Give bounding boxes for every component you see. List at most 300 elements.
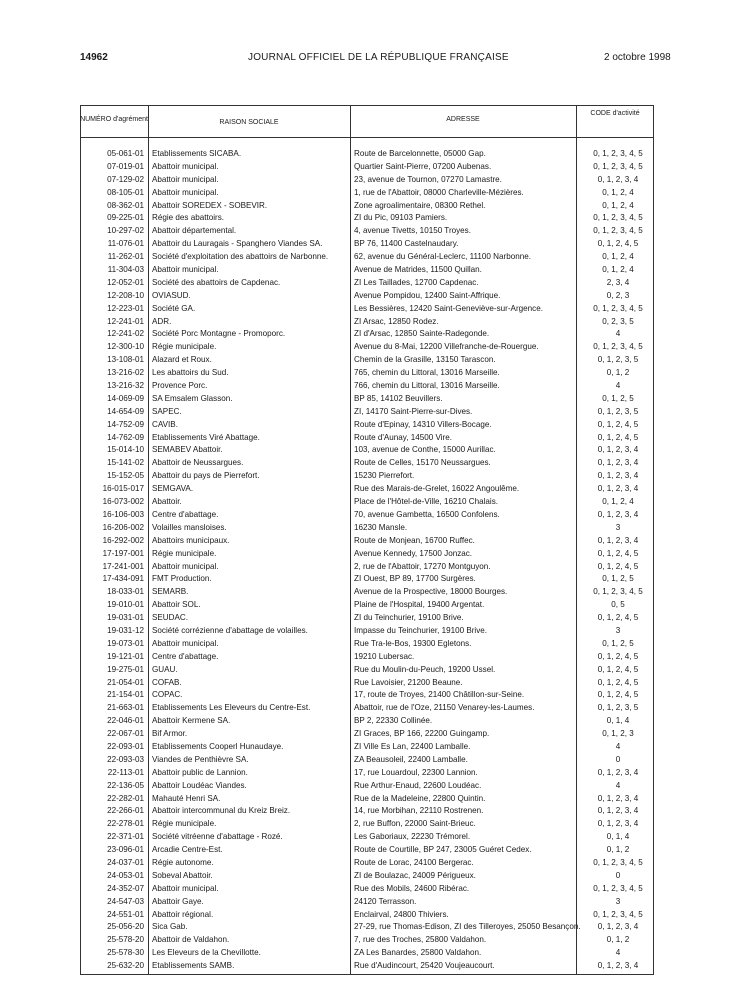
address: 1, rue de l'Abattoir, 08000 Charleville-Mézières.: [354, 187, 524, 197]
address: 15230 Pierrefort.: [354, 471, 415, 481]
table-row: [80, 433, 654, 446]
raison-sociale: Etablissements Les Eleveurs du Centre-Est.: [152, 703, 311, 713]
activity-code: 0, 1, 2, 3, 4: [597, 961, 639, 971]
activity-code: 0, 1, 2, 4: [602, 252, 634, 262]
address: 16230 Mansle.: [354, 522, 408, 532]
raison-sociale: Alazard et Roux.: [152, 355, 212, 365]
raison-sociale: Abattoir de Valdahon.: [152, 935, 230, 945]
table-row: [80, 678, 654, 691]
address: Quartier Saint-Pierre, 07200 Aubenas.: [354, 161, 492, 171]
table-row: [80, 948, 654, 961]
activity-code: 0, 1, 2, 3, 4: [597, 471, 639, 481]
table-row: [80, 213, 654, 226]
address: 766, chemin du Littoral, 13016 Marseille.: [354, 381, 500, 391]
activity-code: 0, 1, 2, 3, 4, 5: [593, 213, 643, 223]
raison-sociale: Etablissements Viré Abattage.: [152, 432, 260, 442]
address: Place de l'Hôtel-de-Ville, 16210 Chalais.: [354, 497, 499, 507]
agreement-number: 14-069-09: [107, 393, 144, 403]
table-row: [80, 201, 654, 214]
address: Abattoir, rue de l'Oze, 21150 Venarey-les-Laumes.: [354, 703, 535, 713]
table-row: [80, 523, 654, 536]
publication-date: 2 octobre 1998: [604, 52, 671, 63]
raison-sociale: Sobeval Abattoir.: [152, 870, 213, 880]
table-row: [80, 871, 654, 884]
agreement-number: 22-371-01: [107, 832, 144, 842]
table-row: [80, 458, 654, 471]
address: Rue des Marais-de-Grelet, 16022 Angoulême.: [354, 484, 520, 494]
table-row: [80, 420, 654, 433]
agreement-number: 12-223-01: [107, 303, 144, 313]
activity-code: 0, 1, 2, 4, 5: [597, 239, 639, 249]
activity-code: 4: [615, 381, 621, 391]
raison-sociale: Abattoir Kermene SA.: [152, 716, 231, 726]
agreement-number: 22-266-01: [107, 806, 144, 816]
agreement-number: 22-067-01: [107, 729, 144, 739]
agreement-number: 16-106-003: [102, 509, 144, 519]
raison-sociale: Abattoir SOREDEX - SOBEVIR.: [152, 200, 268, 210]
column-header-adresse: ADRESSE: [446, 116, 480, 123]
table-row: [80, 278, 654, 291]
table-row: [80, 484, 654, 497]
address: 14, rue Morbihan, 22110 Rostrenen.: [354, 806, 484, 816]
agreement-number: 25-578-20: [107, 935, 144, 945]
table-row: [80, 562, 654, 575]
address: Route d'Epinay, 14310 Villers-Bocage.: [354, 419, 492, 429]
table-body: [80, 149, 654, 974]
agreement-number: 19-073-01: [107, 638, 144, 648]
activity-code: 0, 1, 2, 4, 5: [597, 677, 639, 687]
raison-sociale: Abattoir public de Lannion.: [152, 767, 248, 777]
table-row: [80, 665, 654, 678]
column-header-numero: NUMÉRO d'agrément: [80, 116, 148, 123]
address: ZA Beausoleil, 22400 Lamballe.: [354, 754, 468, 764]
raison-sociale: Abattoir du Lauragais - Spanghero Viandes SA.: [152, 239, 323, 249]
activity-code: 0, 1, 2, 3, 5: [597, 406, 639, 416]
table-row: [80, 922, 654, 935]
agreement-number: 09-225-01: [107, 213, 144, 223]
table-row: [80, 368, 654, 381]
raison-sociale: Abattoirs municipaux.: [152, 535, 230, 545]
table-row: [80, 652, 654, 665]
address: ZI Ville Es Lan, 22400 Lamballe.: [354, 741, 471, 751]
raison-sociale: ADR.: [152, 316, 172, 326]
table-row: [80, 536, 654, 549]
table-row: [80, 291, 654, 304]
activity-code: 0, 1, 2, 4, 5: [597, 651, 639, 661]
activity-code: 0, 1, 2, 3, 4: [597, 484, 639, 494]
activity-code: 0, 1, 2, 3, 4, 5: [593, 226, 643, 236]
agreement-number: 08-105-01: [107, 187, 144, 197]
raison-sociale: CAVIB.: [152, 419, 178, 429]
activity-code: 0, 1, 2, 3, 4: [597, 922, 639, 932]
activity-code: 0, 1, 2, 5: [602, 393, 634, 403]
activity-code: 0, 1, 2, 3, 5: [597, 703, 639, 713]
raison-sociale: Abattoir municipal.: [152, 187, 219, 197]
table-row: [80, 265, 654, 278]
activity-code: 0, 1, 2, 4: [602, 497, 634, 507]
raison-sociale: Société Porc Montagne - Promoporc.: [152, 329, 286, 339]
activity-code: 0, 1, 2, 4, 5: [597, 432, 639, 442]
table-row: [80, 239, 654, 252]
activity-code: 0, 1, 2, 4, 5: [597, 419, 639, 429]
address: 70, avenue Gambetta, 16500 Confolens.: [354, 509, 500, 519]
agreement-number: 22-136-05: [107, 780, 144, 790]
raison-sociale: Les Eleveurs de la Chevillotte.: [152, 948, 261, 958]
activity-code: 0: [615, 870, 621, 880]
table-row: [80, 819, 654, 832]
activity-code: 2, 3, 4: [606, 277, 630, 287]
raison-sociale: Société corrézienne d'abattage de volailles.: [152, 625, 308, 635]
activity-code: 0, 1, 2, 4, 5: [597, 561, 639, 571]
agreement-number: 16-292-002: [102, 535, 144, 545]
table-row: [80, 961, 654, 974]
raison-sociale: Abattoir régional.: [152, 909, 214, 919]
activity-code: 0, 1, 2, 4: [602, 187, 634, 197]
agreement-number: 17-241-001: [102, 561, 144, 571]
address: BP 2, 22330 Collinée.: [354, 716, 433, 726]
raison-sociale: Centre d'abattage.: [152, 651, 219, 661]
agreement-number: 13-216-32: [107, 381, 144, 391]
activity-code: 4: [615, 948, 621, 958]
raison-sociale: SAPEC.: [152, 406, 182, 416]
table-row: [80, 317, 654, 330]
address: Route de Monjean, 16700 Ruffec.: [354, 535, 475, 545]
raison-sociale: Abattoir du pays de Pierrefort.: [152, 471, 260, 481]
page-number: 14962: [80, 52, 108, 63]
agreement-number: 16-206-002: [102, 522, 144, 532]
address: Impasse du Teinchurier, 19100 Brive.: [354, 625, 488, 635]
agreement-number: 19-031-12: [107, 625, 144, 635]
agreement-number: 22-046-01: [107, 716, 144, 726]
activity-code: 0, 1, 2: [606, 368, 630, 378]
activity-code: 0, 1, 2: [606, 845, 630, 855]
activity-code: 3: [615, 896, 621, 906]
agreement-number: 12-052-01: [107, 277, 144, 287]
address: BP 85, 14102 Beuvillers.: [354, 393, 443, 403]
address: ZI Graces, BP 166, 22200 Guingamp.: [354, 729, 490, 739]
address: 765, chemin du Littoral, 13016 Marseille.: [354, 368, 500, 378]
raison-sociale: FMT Production.: [152, 574, 212, 584]
address: Rue des Mobils, 24600 Ribérac.: [354, 883, 470, 893]
agreement-number: 12-241-01: [107, 316, 144, 326]
address: Rue Lavoisier, 21200 Beaune.: [354, 677, 463, 687]
activity-code: 3: [615, 522, 621, 532]
agreement-number: 11-076-01: [107, 239, 144, 249]
table-row: [80, 445, 654, 458]
table-row: [80, 639, 654, 652]
activity-code: 0, 1, 2, 3, 5: [597, 355, 639, 365]
activity-code: 0, 1, 2, 3, 4: [597, 767, 639, 777]
agreement-number: 14-762-09: [107, 432, 144, 442]
address: ZI du Pic, 09103 Pamiers.: [354, 213, 448, 223]
table-row: [80, 394, 654, 407]
raison-sociale: Abattoir.: [152, 497, 182, 507]
raison-sociale: Société d'exploitation des abattoirs de Narbonne.: [152, 252, 329, 262]
activity-code: 0: [615, 754, 621, 764]
raison-sociale: Abattoir municipal.: [152, 161, 219, 171]
table-row: [80, 149, 654, 162]
address: 103, avenue de Conthe, 15000 Aurillac.: [354, 445, 496, 455]
address: ZI, 14170 Saint-Pierre-sur-Dives.: [354, 406, 473, 416]
address: Route de Lorac, 24100 Bergerac.: [354, 857, 474, 867]
address: ZI Arsac, 12850 Rodez.: [354, 316, 439, 326]
activity-code: 4: [615, 329, 621, 339]
raison-sociale: Abattoir municipal.: [152, 265, 219, 275]
table-row: [80, 897, 654, 910]
address: ZI d'Arsac, 12850 Sainte-Radegonde.: [354, 329, 490, 339]
table-row: [80, 794, 654, 807]
agreement-number: 22-113-01: [107, 767, 144, 777]
agreement-number: 22-278-01: [107, 819, 144, 829]
table-row: [80, 407, 654, 420]
table-row: [80, 162, 654, 175]
activity-code: 0, 1, 2, 4, 5: [597, 548, 639, 558]
activity-code: 0, 1, 2, 3, 4, 5: [593, 342, 643, 352]
raison-sociale: Abattoir intercommunal du Kreiz Breiz.: [152, 806, 291, 816]
table-row: [80, 832, 654, 845]
table-row: [80, 381, 654, 394]
raison-sociale: Société des abattoirs de Capdenac.: [152, 277, 281, 287]
agreement-number: 13-216-02: [107, 368, 144, 378]
agreement-number: 12-208-10: [107, 290, 144, 300]
agreement-number: 23-096-01: [107, 845, 144, 855]
raison-sociale: Etablissements SICABA.: [152, 149, 242, 158]
raison-sociale: Centre d'abattage.: [152, 509, 219, 519]
address: 2, rue de l'Abattoir, 17270 Montguyon.: [354, 561, 491, 571]
activity-code: 3: [615, 625, 621, 635]
agreement-number: 17-197-001: [102, 548, 144, 558]
activity-code: 0, 1, 2, 3, 4, 5: [593, 909, 643, 919]
address: Route de Celles, 15170 Neussargues.: [354, 458, 491, 468]
activity-code: 0, 1, 2, 5: [602, 638, 634, 648]
raison-sociale: Les abattoirs du Sud.: [152, 368, 229, 378]
raison-sociale: Société GA.: [152, 303, 196, 313]
agreement-number: 16-073-002: [102, 497, 144, 507]
raison-sociale: Régie des abattoirs.: [152, 213, 224, 223]
table-row: [80, 806, 654, 819]
activity-code: 0, 1, 2, 4, 5: [597, 664, 639, 674]
activity-code: 0, 1, 2, 4: [602, 265, 634, 275]
address: Zone agroalimentaire, 08300 Rethel.: [354, 200, 486, 210]
raison-sociale: SEMGAVA.: [152, 484, 194, 494]
activity-code: 0, 1, 2, 3, 4: [597, 458, 639, 468]
agreement-number: 16-015-017: [102, 484, 144, 494]
agreement-number: 24-037-01: [107, 857, 144, 867]
address: Route d'Aunay, 14500 Vire.: [354, 432, 452, 442]
raison-sociale: Etablissements SAMB.: [152, 961, 235, 971]
raison-sociale: Abattoir municipal.: [152, 561, 219, 571]
activity-code: 0, 2, 3, 5: [602, 316, 634, 326]
raison-sociale: Abattoir SOL.: [152, 600, 201, 610]
activity-code: 0, 2, 3: [606, 290, 630, 300]
address: Route de Courtille, BP 247, 23005 Guéret Cedex.: [354, 845, 532, 855]
address: Chemin de la Grasille, 13150 Tarascon.: [354, 355, 496, 365]
raison-sociale: Régie municipale.: [152, 819, 217, 829]
raison-sociale: Sica Gab.: [152, 922, 188, 932]
activity-code: 0, 1, 2, 3, 4: [597, 445, 639, 455]
raison-sociale: SEMARB.: [152, 587, 189, 597]
address: Route de Barcelonnette, 05000 Gap.: [354, 149, 486, 158]
activity-code: 0, 1, 2, 4: [602, 200, 634, 210]
agreement-number: 17-434-091: [102, 574, 144, 584]
raison-sociale: Régie municipale.: [152, 548, 217, 558]
agreement-number: 24-547-03: [107, 896, 144, 906]
agreement-number: 22-093-01: [107, 741, 144, 751]
activity-code: 0, 1, 2, 3, 4: [597, 806, 639, 816]
raison-sociale: Abattoir municipal.: [152, 638, 219, 648]
raison-sociale: SEUDAC.: [152, 613, 188, 623]
address: 62, avenue du Général-Leclerc, 11100 Narbonne.: [354, 252, 531, 262]
table-row: [80, 845, 654, 858]
address: Rue Tra-le-Bos, 19300 Egletons.: [354, 638, 472, 648]
address: Avenue de Matrides, 11500 Quillan.: [354, 265, 482, 275]
agreement-number: 12-300-10: [107, 342, 144, 352]
agreement-number: 24-551-01: [107, 909, 144, 919]
address: 17, rue Louardoul, 22300 Lannion.: [354, 767, 478, 777]
agreement-number: 10-297-02: [107, 226, 144, 236]
raison-sociale: Abattoir Gaye.: [152, 896, 204, 906]
agreement-number: 25-578-30: [107, 948, 144, 958]
address: 7, rue des Troches, 25800 Valdahon.: [354, 935, 487, 945]
raison-sociale: Abattoir municipal.: [152, 174, 219, 184]
agreement-number: 11-262-01: [107, 252, 144, 262]
agreement-number: 19-275-01: [107, 664, 144, 674]
agreement-number: 14-654-09: [107, 406, 144, 416]
raison-sociale: SEMABEV Abattoir.: [152, 445, 223, 455]
address: 24120 Terrasson.: [354, 896, 417, 906]
header-bottom-rule: [80, 137, 654, 138]
agreement-number: 07-129-02: [107, 174, 144, 184]
address: ZI du Teinchurier, 19100 Brive.: [354, 613, 464, 623]
column-header-raison-sociale: RAISON SOCIALE: [219, 119, 279, 126]
table-row: [80, 510, 654, 523]
agreement-number: 25-056-20: [107, 922, 144, 932]
activity-code: 0, 1, 2, 3, 4, 5: [593, 587, 643, 597]
activity-code: 0, 1, 4: [606, 716, 630, 726]
agreement-number: 15-014-10: [107, 445, 144, 455]
address: Rue de la Madeleine, 22800 Quintin.: [354, 793, 486, 803]
activity-code: 4: [615, 780, 621, 790]
table-row: [80, 252, 654, 265]
table-row: [80, 497, 654, 510]
activity-code: 0, 1, 2, 3: [602, 729, 634, 739]
address: 19210 Lubersac.: [354, 651, 415, 661]
table-row: [80, 574, 654, 587]
table-row: [80, 342, 654, 355]
table-row: [80, 304, 654, 317]
agreement-number: 19-121-01: [107, 651, 144, 661]
agreement-number: 12-241-02: [107, 329, 144, 339]
raison-sociale: Provence Porc.: [152, 381, 208, 391]
address: Rue Arthur-Enaud, 22600 Loudéac.: [354, 780, 482, 790]
table-row: [80, 226, 654, 239]
table-row: [80, 742, 654, 755]
raison-sociale: Abattoir départemental.: [152, 226, 237, 236]
column-header-code: CODE d'activité: [590, 110, 640, 117]
table-row: [80, 175, 654, 188]
table-row: [80, 471, 654, 484]
table-row: [80, 729, 654, 742]
agreement-number: 11-304-03: [107, 265, 144, 275]
table-row: [80, 935, 654, 948]
activity-code: 0, 5: [611, 600, 625, 610]
raison-sociale: Abattoir Loudéac Viandes.: [152, 780, 247, 790]
table-row: [80, 858, 654, 871]
activity-code: 0, 1, 2, 3, 4: [597, 174, 639, 184]
agreement-number: 21-054-01: [107, 677, 144, 687]
address: Les Gaboriaux, 22230 Trémorel.: [354, 832, 471, 842]
raison-sociale: OVIASUD.: [152, 290, 191, 300]
address: Rue du Moulin-du-Peuch, 19200 Ussel.: [354, 664, 496, 674]
raison-sociale: Régie autonome.: [152, 857, 214, 867]
address: 17, route de Troyes, 21400 Châtillon-sur-Seine.: [354, 690, 525, 700]
table-row: [80, 690, 654, 703]
address: BP 76, 11400 Castelnaudary.: [354, 239, 459, 249]
agreement-number: 15-141-02: [107, 458, 144, 468]
agreement-number: 14-752-09: [107, 419, 144, 429]
raison-sociale: Arcadie Centre-Est.: [152, 845, 223, 855]
table-row: [80, 716, 654, 729]
table-row: [80, 587, 654, 600]
raison-sociale: Etablissements Cooperl Hunaudaye.: [152, 741, 284, 751]
address: 27-29, rue Thomas-Edison, ZI des Tilleroyes, 25050 Besançon.: [354, 922, 581, 932]
address: ZI de Boulazac, 24009 Périgueux.: [354, 870, 476, 880]
activity-code: 0, 1, 2, 4, 5: [597, 613, 639, 623]
raison-sociale: Bif Armor.: [152, 729, 188, 739]
agreement-number: 07-019-01: [107, 161, 144, 171]
table-bottom-rule: [80, 974, 654, 975]
table-row: [80, 768, 654, 781]
address: ZA Les Banardes, 25800 Valdahon.: [354, 948, 482, 958]
address: 23, avenue de Tournon, 07270 Lamastre.: [354, 174, 502, 184]
address: 4, avenue Tivetts, 10150 Troyes.: [354, 226, 471, 236]
activity-code: 4: [615, 741, 621, 751]
raison-sociale: Régie municipale.: [152, 342, 217, 352]
table-row: [80, 188, 654, 201]
agreement-number: 19-031-01: [107, 613, 144, 623]
raison-sociale: SA Emsalem Glasson.: [152, 393, 233, 403]
raison-sociale: Société vitréenne d'abattage - Rozé.: [152, 832, 283, 842]
activity-code: 0, 1, 2, 3, 4, 5: [593, 149, 643, 158]
address: Avenue Pompidou, 12400 Saint-Affrique.: [354, 290, 501, 300]
address: Avenue Kennedy, 17500 Jonzac.: [354, 548, 473, 558]
activity-code: 0, 1, 2, 3, 4: [597, 819, 639, 829]
table-row: [80, 910, 654, 923]
raison-sociale: Volailles mansloises.: [152, 522, 227, 532]
table-row: [80, 329, 654, 342]
agreement-number: 25-632-20: [107, 961, 144, 971]
activity-code: 0, 1, 4: [606, 832, 630, 842]
agreement-number: 13-108-01: [107, 355, 144, 365]
agreement-number: 21-663-01: [107, 703, 144, 713]
activity-code: 0, 1, 2, 3, 4, 5: [593, 161, 643, 171]
activity-code: 0, 1, 2, 3, 4, 5: [593, 883, 643, 893]
address: 2, rue Buffon, 22000 Saint-Brieuc.: [354, 819, 476, 829]
raison-sociale: COPAC.: [152, 690, 183, 700]
journal-title: JOURNAL OFFICIEL DE LA RÉPUBLIQUE FRANÇAISE: [248, 52, 509, 63]
raison-sociale: Abattoir de Neussargues.: [152, 458, 244, 468]
table-row: [80, 549, 654, 562]
table-row: [80, 626, 654, 639]
address: ZI Ouest, BP 89, 17700 Surgères.: [354, 574, 476, 584]
table-row: [80, 703, 654, 716]
table-row: [80, 884, 654, 897]
address: Avenue du 8-Mai, 12200 Villefranche-de-Rouergue.: [354, 342, 539, 352]
address: ZI Les Taillades, 12700 Capdenac.: [354, 277, 479, 287]
table-row: [80, 755, 654, 768]
agreement-number: 05-061-01: [107, 149, 144, 158]
table-row: [80, 781, 654, 794]
